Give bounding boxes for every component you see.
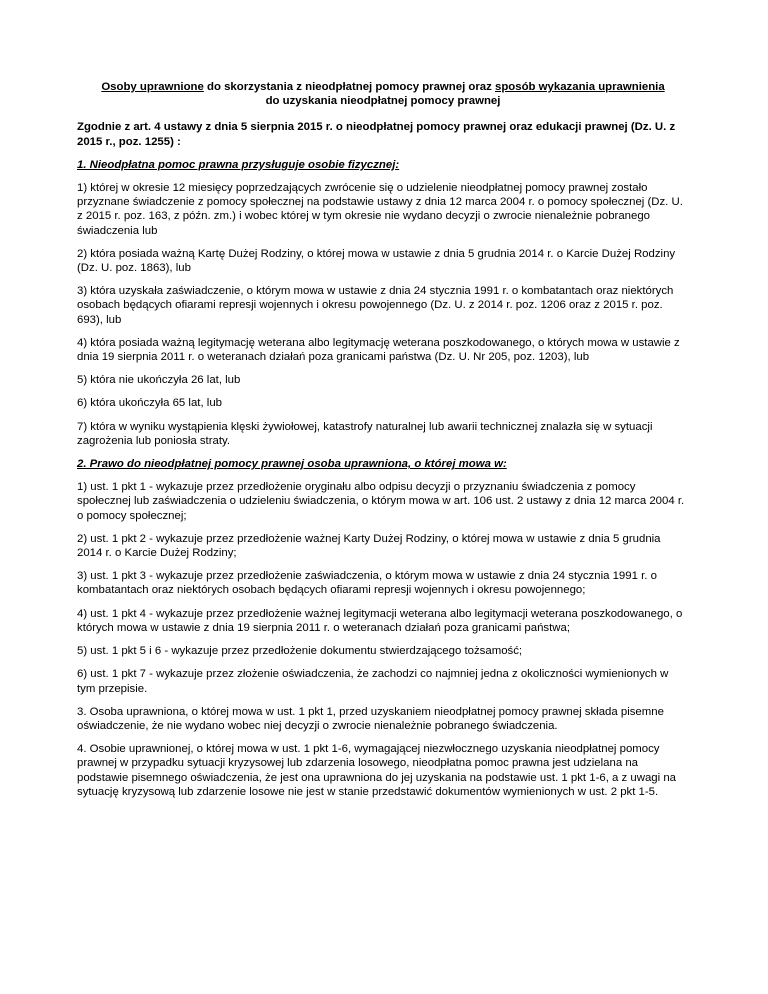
section-4-paragraph: 4. Osobie uprawnionej, o której mowa w ust. 1 pkt 1-6, wymagającej niezwłocznego uzyskania nieodpłatnej pomocy prawnej w przypadku sytuacji kryzysowej lub zdarzenia losowego, nieodpłatna pomoc prawna jest udzielana na podstawie pisemnego oświadczenia, że jest ona uprawniona do jej uzyskania na podstawie ust. 1 pkt 1-6, a z uwagi na sytuację kryzysową lub zdarzenie losowe nie jest w stanie przedstawić dokumentów wymienionych w ust. 2 pkt 1-5. xyxy=(77,743,677,798)
title-part-proof-method: sposób wykazania uprawnienia xyxy=(495,81,665,93)
legal-basis-lead: Zgodnie z art. 4 ustawy z dnia 5 sierpnia 2015 r. o nieodpłatnej pomocy prawnej oraz edukacji prawnej (Dz. U. z 2015 r., poz. 1255) : xyxy=(77,121,676,148)
section-2-item: 4) ust. 1 pkt 4 - wykazuje przez przedłożenie ważnej legitymacji weterana albo legitymacji weterana poszkodowanego, o których mowa w ustawie z dnia 19 sierpnia 2011 r. o weteranach działań poza granicami państwa; xyxy=(77,607,683,634)
section-1-item: 5) która nie ukończyła 26 lat, lub xyxy=(77,374,241,387)
section-1-number: 1. xyxy=(77,158,87,171)
document-body xyxy=(77,80,689,808)
section-1-item: 2) która posiada ważną Kartę Dużej Rodziny, o której mowa w ustawie z dnia 5 grudnia 2014 r. o Karcie Dużej Rodziny (Dz. U. poz. 1863), lub xyxy=(77,247,676,275)
section-2-item: 5) ust. 1 pkt 5 i 6 - wykazuje przez przedłożenie dokumentu stwierdzającego tożsamość; xyxy=(77,645,523,658)
section-2-heading: 2. Prawo do nieodpłatnej pomocy prawnej osoba uprawniona, o której mowa w: xyxy=(77,458,507,471)
document-title xyxy=(77,80,689,108)
section-1-item: 6) która ukończyła 65 lat, lub xyxy=(77,397,222,410)
section-2-item: 3) ust. 1 pkt 3 - wykazuje przez przedłożenie zaświadczenia, o którym mowa w ustawie z dnia 24 stycznia 1991 r. o kombatantach oraz niektórych osobach będących ofiarami represji wojennych i okresu powojennego; xyxy=(77,570,657,597)
title-part-connector: do skorzystania z nieodpłatnej pomocy prawnej oraz xyxy=(203,81,496,93)
title-part-eligible-persons: Osoby uprawnione xyxy=(101,81,204,93)
section-1-item: 1) której w okresie 12 miesięcy poprzedzających zwrócenie się o udzielenie nieodpłatnej pomocy prawnej zostało przyznane świadczenie z pomocy społecznej na podstawie ustawy z dnia 12 marca 2004 r. o pomocy społecznej (Dz. U. z 2015 r. poz. 163, z późn. zm.) i wobec której w tym okresie nie wydano decyzji o zwrocie nienależnie pobranego świadczenia lub xyxy=(77,182,683,237)
section-1-item: 3) która uzyskała zaświadczenie, o którym mowa w ustawie z dnia 24 stycznia 1991 r. o kombatantach oraz niektórych osobach będących ofiarami represji wojennych i okresu powojennego (Dz. U. z 2014 r. poz. 1206 oraz z 2015 r. poz. 693), lub xyxy=(77,285,674,326)
section-1-heading-text: Nieodpłatna pomoc prawna przysługuje osobie fizycznej: xyxy=(86,158,400,171)
title-part-end: do uzyskania nieodpłatnej pomocy prawnej xyxy=(265,95,501,108)
section-2-item: 2) ust. 1 pkt 2 - wykazuje przez przedłożenie ważnej Karty Dużej Rodziny, o której mowa w ustawie z dnia 5 grudnia 2014 r. o Karcie Dużej Rodziny; xyxy=(77,532,661,560)
section-1-item: 7) która w wyniku wystąpienia klęski żywiołowej, katastrofy naturalnej lub awarii technicznej znalazła się w sytuacji zagrożenia lub poniosła straty. xyxy=(77,420,653,447)
section-3-paragraph: 3. Osoba uprawniona, o której mowa w ust. 1 pkt 1, przed uzyskaniem nieodpłatnej pomocy prawnej składa pisemne oświadczenie, że nie wydano wobec niej decyzji o zwrocie nienależnie pobranego świadczenia. xyxy=(77,705,664,732)
section-1-item: 4) która posiada ważną legitymację weterana albo legitymację weterana poszkodowanego, o których mowa w ustawie z dnia 19 sierpnia 2011 r. o weteranach działań poza granicami państwa (Dz. U. Nr 205, poz. 1203), lub xyxy=(77,336,680,364)
section-2-item: 1) ust. 1 pkt 1 - wykazuje przez przedłożenie oryginału albo odpisu decyzji o przyznaniu świadczenia z pomocy społecznej lub zaświadczenia o udzieleniu świadczenia, o którym mowa w art. 106 ust. 2 ustawy z dnia 12 marca 2004 r. o pomocy społecznej; xyxy=(77,481,685,522)
section-2-item: 6) ust. 1 pkt 7 - wykazuje przez złożenie oświadczenia, że zachodzi co najmniej jedna z okoliczności wymienionych w tym przepisie. xyxy=(77,668,669,695)
section-1-heading xyxy=(77,158,689,172)
